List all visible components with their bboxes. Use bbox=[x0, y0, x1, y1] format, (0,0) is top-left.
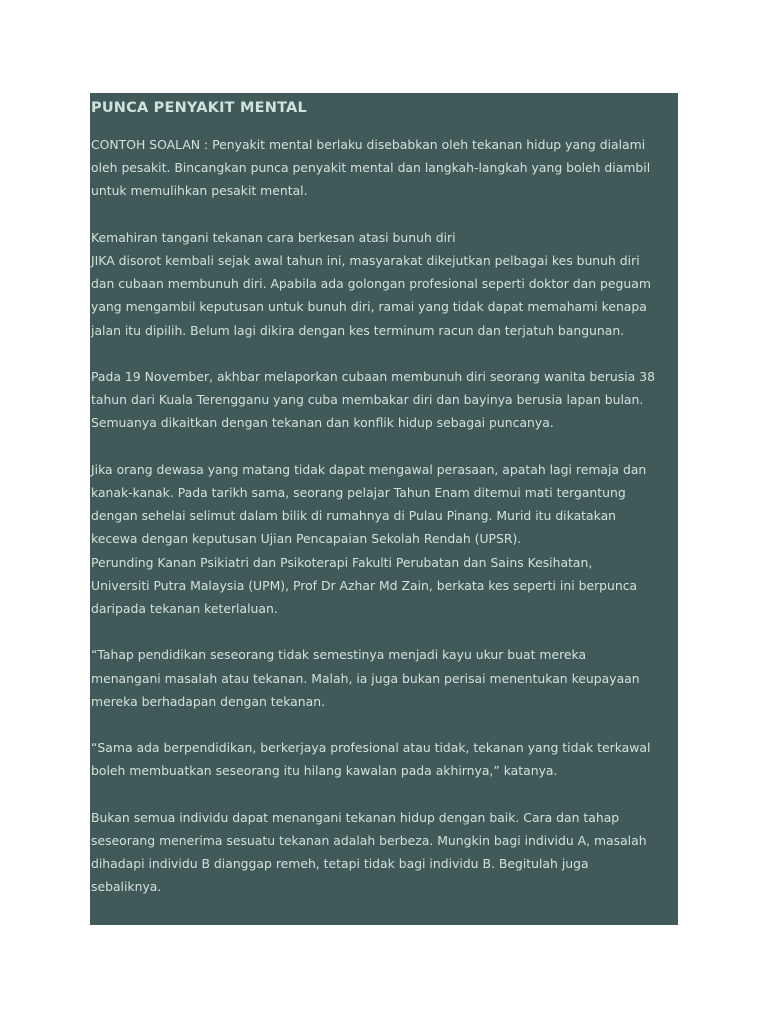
paragraph bbox=[91, 458, 678, 620]
article-title: PUNCA PENYAKIT MENTAL bbox=[91, 100, 307, 116]
text-line: kanak-kanak. Pada tarikh sama, seorang pelajar Tahun Enam ditemui mati tergantung bbox=[91, 485, 626, 500]
article-body bbox=[91, 133, 678, 899]
text-line: boleh membuatkan seseorang itu hilang kawalan pada akhirnya,” katanya. bbox=[91, 763, 558, 779]
text-line: JIKA disorot kembali sejak awal tahun ini, masyarakat dikejutkan pelbagai kes bunuh diri bbox=[91, 253, 640, 268]
text-line: “Sama ada berpendidikan, berkerjaya profesional atau tidak, tekanan yang tidak terkawal bbox=[91, 740, 651, 756]
text-line: yang mengambil keputusan untuk bunuh diri, ramai yang tidak dapat memahami kenapa bbox=[91, 299, 647, 315]
text-line: dihadapi individu B dianggap remeh, tetapi tidak bagi individu B. Begitulah juga bbox=[91, 856, 589, 872]
text-line: sebaliknya. bbox=[91, 879, 162, 895]
paragraph bbox=[91, 643, 678, 713]
text-line: CONTOH SOALAN : Penyakit mental berlaku disebabkan oleh tekanan hidup yang dialami bbox=[91, 137, 646, 152]
text-line: Kemahiran tangani tekanan cara berkesan atasi bunuh diri bbox=[91, 229, 456, 245]
text-line: “Tahap pendidikan seseorang tidak semestinya menjadi kayu ukur buat mereka bbox=[91, 647, 587, 663]
article-panel bbox=[90, 93, 678, 925]
paragraph bbox=[91, 133, 678, 203]
text-line: menangani masalah atau tekanan. Malah, ia juga bukan perisai menentukan keupayaan bbox=[91, 670, 640, 686]
paragraph bbox=[91, 806, 678, 899]
text-line: kecewa dengan keputusan Ujian Pencapaian Sekolah Rendah (UPSR). bbox=[91, 531, 522, 547]
text-line: Pada 19 November, akhbar melaporkan cubaan membunuh diri seorang wanita berusia 38 bbox=[91, 369, 655, 384]
paragraph bbox=[91, 736, 678, 782]
text-line: Bukan semua individu dapat menangani tekanan hidup dengan baik. Cara dan tahap bbox=[91, 809, 620, 825]
text-line: Universiti Putra Malaysia (UPM), Prof Dr Azhar Md Zain, berkata kes seperti ini berpunca bbox=[91, 577, 638, 593]
paragraph bbox=[91, 365, 678, 435]
text-line: Jika orang dewasa yang matang tidak dapat mengawal perasaan, apatah lagi remaja dan bbox=[91, 461, 647, 477]
text-line: oleh pesakit. Bincangkan punca penyakit mental dan langkah-langkah yang boleh diambil bbox=[91, 160, 651, 176]
paragraph bbox=[91, 226, 678, 342]
text-line: daripada tekanan keterlaluan. bbox=[91, 601, 278, 617]
text-line: mereka berhadapan dengan tekanan. bbox=[91, 693, 326, 709]
text-line: tahun dari Kuala Terengganu yang cuba membakar diri dan bayinya berusia lapan bulan. bbox=[91, 392, 644, 408]
text-line: Perunding Kanan Psikiatri dan Psikoterapi Fakulti Perubatan dan Sains Kesihatan, bbox=[91, 554, 593, 570]
text-line: dengan sehelai selimut dalam bilik di rumahnya di Pulau Pinang. Murid itu dikatakan bbox=[91, 508, 617, 524]
text-line: seseorang menerima sesuatu tekanan adalah berbeza. Mungkin bagi individu A, masalah bbox=[91, 833, 647, 848]
text-line: dan cubaan membunuh diri. Apabila ada golongan profesional seperti doktor dan peguam bbox=[91, 276, 651, 292]
text-line: Semuanya dikaitkan dengan tekanan dan konflik hidup sebagai puncanya. bbox=[91, 415, 554, 431]
text-line: untuk memulihkan pesakit mental. bbox=[91, 183, 308, 199]
text-line: jalan itu dipilih. Belum lagi dikira dengan kes terminum racun dan terjatuh bangunan. bbox=[91, 322, 625, 338]
